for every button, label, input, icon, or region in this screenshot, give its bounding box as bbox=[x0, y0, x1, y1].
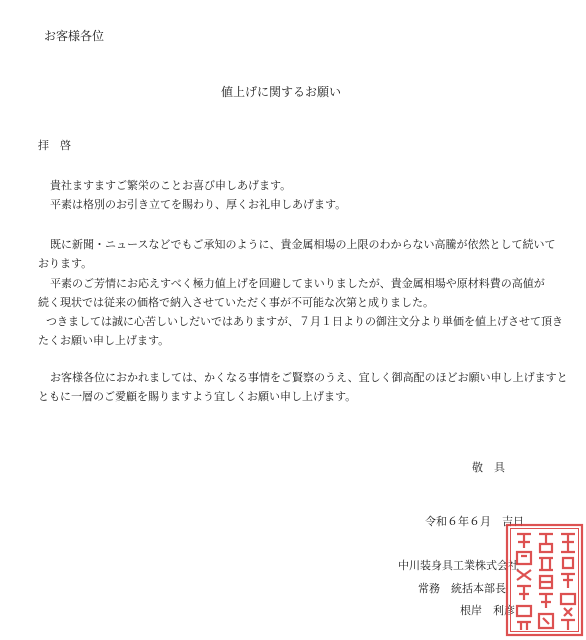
greeting-line: 貴社ますますご繁栄のことお喜び申しあげます。 bbox=[50, 179, 292, 192]
body-line: お客様各位におかれましては、かくなる事情をご賢察のうえ、宜しく御高配のほどお願い申し上げますと bbox=[50, 371, 568, 384]
company-seal-stamp bbox=[503, 522, 585, 638]
greeting-line: 平素は格別のお引き立てを賜わり、厚くお礼申しあげます。 bbox=[50, 198, 347, 211]
signatory-name: 根岸 利彦 bbox=[460, 604, 515, 617]
body-line: たくお願い申し上げます。 bbox=[38, 334, 170, 347]
letter-title: 値上げに関するお願い bbox=[221, 85, 342, 99]
company-name: 中川装身具工業株式会社 bbox=[398, 559, 519, 572]
closing: 敬 具 bbox=[472, 461, 505, 474]
body-line: おります。 bbox=[38, 257, 93, 270]
body-line: 既に新聞・ニュースなどでもご承知のように、貴金属相場の上限のわからない高騰が依然として続いて bbox=[50, 238, 556, 251]
date: 令和６年６月 吉日 bbox=[425, 515, 524, 528]
opening-salutation: 拝 啓 bbox=[38, 139, 71, 152]
body-line: つきましては誠に心苦しいしだいではありますが、７月１日よりの御注文分より単価を値上げさせて頂き bbox=[46, 315, 563, 328]
body-line: 平素のご芳情にお応えすべく極力値上げを回避してまいりましたが、貴金属相場や原材料費の高値が bbox=[50, 277, 545, 290]
body-line: ともに一層のご愛顧を賜りますよう宜しくお願い申し上げます。 bbox=[38, 390, 357, 403]
addressee: お客様各位 bbox=[44, 29, 105, 43]
signatory-position: 常務 統括本部長 bbox=[418, 582, 506, 595]
body-line: 続く現状では従来の価格で納入させていただく事が不可能な次第と成りました。 bbox=[38, 296, 434, 309]
